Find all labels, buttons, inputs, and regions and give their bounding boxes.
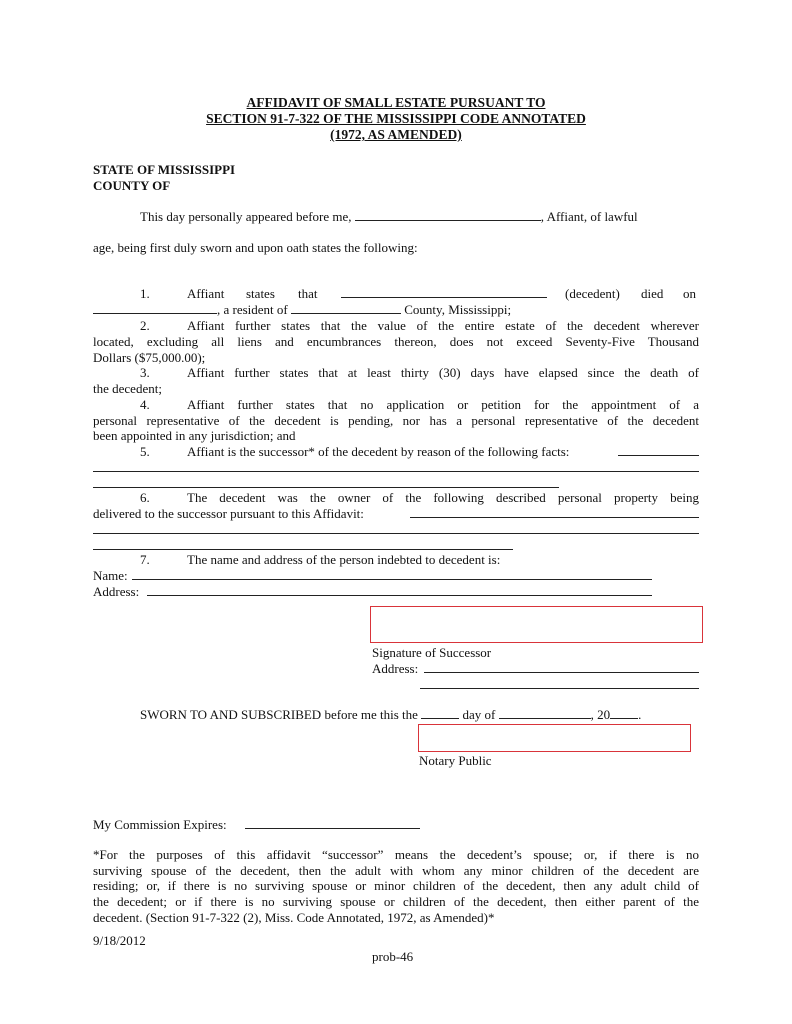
footnote-line-4: the decedent; or if there is no surviving spouse or children of the decedent, then either parent of the	[93, 894, 699, 909]
successor-facts-blank-3[interactable]	[93, 487, 559, 488]
item-1-word-a: Affiant	[187, 286, 225, 301]
property-description-blank-1[interactable]	[410, 517, 699, 518]
item-2-line-2: located, excluding all liens and encumbrances thereon, does not exceed Seventy-Five Thousand	[93, 334, 699, 349]
item-4-line-3: been appointed in any jurisdiction; and	[93, 428, 296, 443]
item-4-line-1: Affiant further states that no application or petition for the appointment of a	[187, 397, 699, 412]
property-description-blank-3[interactable]	[93, 549, 513, 550]
property-description-blank-2[interactable]	[93, 533, 699, 534]
successor-address-blank-1[interactable]	[424, 672, 699, 673]
footnote-line-3: residing; or, if there is no surviving spouse or minor children of the decedent, then any adult child of	[93, 878, 699, 893]
item-6-line-1: The decedent was the owner of the following described personal property being	[187, 490, 699, 505]
footnote-line-5: decedent. (Section 91-7-322 (2), Miss. Code Annotated, 1972, as Amended)*	[93, 910, 495, 925]
successor-facts-blank-1[interactable]	[618, 455, 699, 456]
decedent-name-blank[interactable]	[341, 297, 547, 298]
intro-part-1: This day personally appeared before me,	[140, 209, 352, 224]
document-title-line-3: (1972, AS AMENDED)	[330, 127, 462, 142]
item-1-word-c: that	[298, 286, 318, 301]
state-label: STATE OF MISSISSIPPI	[93, 162, 236, 177]
item-6-number: 6.	[140, 490, 150, 505]
item-7-number: 7.	[140, 552, 150, 567]
sworn-text-b: day of	[462, 707, 496, 722]
sworn-statement	[140, 707, 641, 723]
item-1-word-d: (decedent)	[565, 286, 620, 301]
item-3-number: 3.	[140, 365, 150, 380]
sworn-day-blank[interactable]	[421, 707, 459, 719]
item-2-line-1: Affiant further states that the value of the entire estate of the decedent wherever	[187, 318, 699, 333]
form-number: prob-46	[372, 949, 414, 964]
item-5-number: 5.	[140, 444, 150, 459]
successor-address-label: Address:	[372, 661, 419, 676]
item-1-line-2	[93, 302, 511, 318]
debtor-address-blank[interactable]	[147, 595, 652, 596]
debtor-name-blank[interactable]	[132, 579, 652, 580]
footnote-line-1: *For the purposes of this affidavit “successor” means the decedent’s spouse; or, if there is no	[93, 847, 699, 862]
successor-address-blank-2[interactable]	[420, 688, 699, 689]
county-label: COUNTY OF	[93, 178, 171, 193]
item-6-line-2: delivered to the successor pursuant to this Affidavit:	[93, 506, 364, 521]
commission-expires-blank[interactable]	[245, 828, 420, 829]
debtor-name-label: Name:	[93, 568, 128, 583]
intro-line-2: age, being first duly sworn and upon oath states the following:	[93, 240, 418, 255]
county-of-residence-blank[interactable]	[291, 302, 401, 314]
sworn-text-a: SWORN TO AND SUBSCRIBED before me this the	[140, 707, 418, 722]
item-1-resident-text: , a resident of	[217, 302, 288, 317]
item-2-number: 2.	[140, 318, 150, 333]
commission-expires-label: My Commission Expires:	[93, 817, 227, 832]
notary-signature-field[interactable]	[418, 724, 691, 752]
successor-signature-label: Signature of Successor	[372, 645, 492, 660]
sworn-text-d: .	[638, 707, 642, 722]
sworn-month-blank[interactable]	[499, 707, 591, 719]
footnote-line-2: surviving spouse of the decedent, then the adult with whom any minor children of the decedent are	[93, 863, 699, 878]
item-3-line-1: Affiant further states that at least thirty (30) days have elapsed since the death of	[187, 365, 699, 380]
item-1-number: 1.	[140, 286, 150, 301]
sworn-text-c: , 20	[590, 707, 611, 722]
revision-date: 9/18/2012	[93, 933, 146, 948]
affiant-name-blank[interactable]	[355, 209, 541, 221]
item-1-word-e: died	[641, 286, 664, 301]
item-7-line-1: The name and address of the person indebted to decedent is:	[187, 552, 501, 567]
debtor-address-label: Address:	[93, 584, 140, 599]
item-5-line-1: Affiant is the successor* of the decedent by reason of the following facts:	[187, 444, 570, 459]
intro-text	[140, 209, 638, 225]
intro-part-2: , Affiant, of lawful	[540, 209, 638, 224]
successor-signature-field[interactable]	[370, 606, 703, 643]
item-3-line-2: the decedent;	[93, 381, 162, 396]
date-of-death-blank[interactable]	[93, 302, 217, 314]
document-title-line-1: AFFIDAVIT OF SMALL ESTATE PURSUANT TO	[246, 95, 546, 110]
item-2-line-3: Dollars ($75,000.00);	[93, 350, 206, 365]
item-1-county-text: County, Mississippi;	[404, 302, 512, 317]
item-4-number: 4.	[140, 397, 150, 412]
notary-public-label: Notary Public	[419, 753, 492, 768]
item-4-line-2: personal representative of the decedent is pending, nor has a personal representative of the decedent	[93, 413, 699, 428]
item-1-word-f: on	[683, 286, 696, 301]
document-title-line-2: SECTION 91-7-322 OF THE MISSISSIPPI CODE ANNOTATED	[206, 111, 586, 126]
sworn-year-blank[interactable]	[610, 707, 638, 719]
successor-facts-blank-2[interactable]	[93, 471, 699, 472]
item-1-word-b: states	[246, 286, 275, 301]
